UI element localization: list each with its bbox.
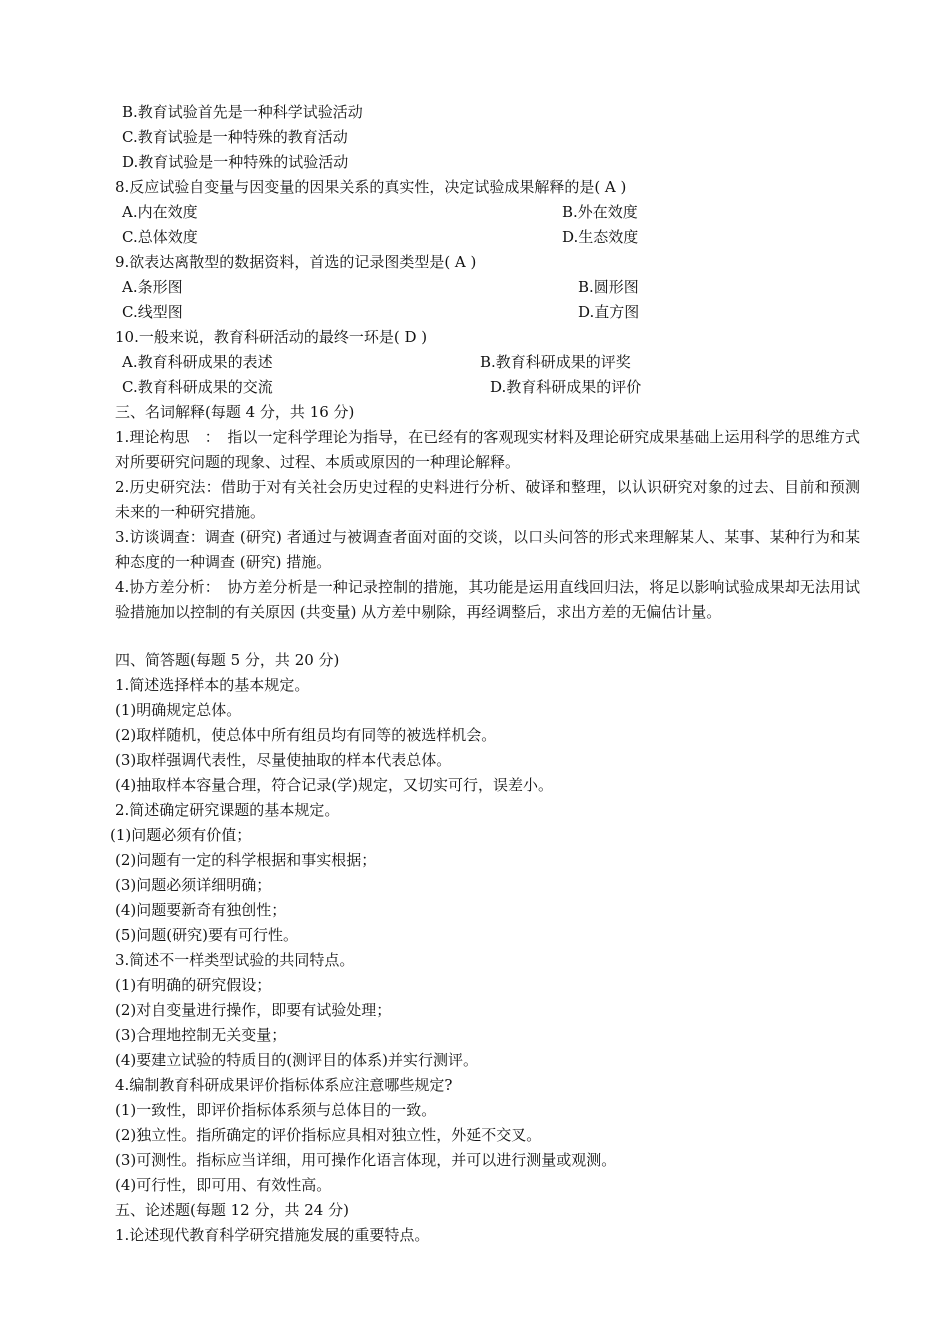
q8-option-d: D.生态效度 xyxy=(562,228,639,246)
term-definition-2: 2.历史研究法：借助于对有关社会历史过程的史料进行分析、破译和整理，以认识研究对象的过去、目前和预测未来的一种研究措施。 xyxy=(115,478,860,521)
q10-option-a: A.教育科研成果的表述 xyxy=(122,353,273,371)
sec4-q4-point-1: (1)一致性，即评价指标体系须与总体目的一致。 xyxy=(115,1101,437,1119)
q7-option-d: D.教育试验是一种特殊的试验活动 xyxy=(122,153,349,171)
q9-option-b: B.圆形图 xyxy=(578,278,639,296)
sec4-q1-title: 1.简述选择样本的基本规定。 xyxy=(115,676,310,694)
q8-option-a: A.内在效度 xyxy=(122,203,198,221)
sec4-q3-point-3: (3)合理地控制无关变量； xyxy=(115,1026,287,1044)
q10-option-c: C.教育科研成果的交流 xyxy=(122,378,273,396)
term-definition-1: 1.理论构思 ： 指以一定科学理论为指导，在已经有的客观现实材料及理论研究成果基础上运用科学的思维方式对所要研究问题的现象、过程、本质或原因的一种理论解释。 xyxy=(115,428,860,471)
sec4-q2-point-1: (1)问题必须有价值； xyxy=(110,826,252,844)
q9-stem: 9.欲表达离散型的数据资料，首选的记录图类型是( A ) xyxy=(115,253,477,271)
sec4-q4-point-4: (4)可行性，即可用、有效性高。 xyxy=(115,1176,332,1194)
sec4-q4-point-2: (2)独立性。指所确定的评价指标应具相对独立性，外延不交叉。 xyxy=(115,1126,542,1144)
sec4-q3-title: 3.简述不一样类型试验的共同特点。 xyxy=(115,951,355,969)
sec4-q4-point-3: (3)可测性。指标应当详细，用可操作化语言体现，并可以进行测量或观测。 xyxy=(115,1151,617,1169)
q10-stem: 10.一般来说，教育科研活动的最终一环是( D ) xyxy=(115,328,428,346)
q10-option-d: D.教育科研成果的评价 xyxy=(490,378,642,396)
sec4-q2-point-4: (4)问题要新奇有独创性； xyxy=(115,901,287,919)
sec4-q4-title: 4.编制教育科研成果评价指标体系应注意哪些规定? xyxy=(115,1076,453,1094)
term-definition-4: 4.协方差分析： 协方差分析是一种记录控制的措施，其功能是运用直线回归法，将足以影响试验成果却无法用试验措施加以控制的有关原因 (共变量) 从方差中剔除，再经调整后，求出方差的无偏估计量。 xyxy=(115,578,860,621)
sec5-q1-title: 1.论述现代教育科学研究措施发展的重要特点。 xyxy=(115,1226,430,1244)
sec4-q2-point-3: (3)问题必须详细明确； xyxy=(115,876,272,894)
q8-option-c: C.总体效度 xyxy=(122,228,198,246)
section-3-heading: 三、名词解释(每题 4 分，共 16 分) xyxy=(115,403,355,421)
sec4-q1-point-4: (4)抽取样本容量合理，符合记录(学)规定，又切实可行，误差小。 xyxy=(115,776,553,794)
q7-option-b: B.教育试验首先是一种科学试验活动 xyxy=(122,103,363,121)
sec4-q1-point-2: (2)取样随机，使总体中所有组员均有同等的被选样机会。 xyxy=(115,726,497,744)
q9-option-a: A.条形图 xyxy=(122,278,183,296)
q9-option-d: D.直方图 xyxy=(578,303,640,321)
sec4-q3-point-4: (4)要建立试验的特质目的(测评目的体系)并实行测评。 xyxy=(115,1051,478,1069)
sec4-q3-point-1: (1)有明确的研究假设； xyxy=(115,976,272,994)
sec4-q2-point-2: (2)问题有一定的科学根据和事实根据； xyxy=(115,851,377,869)
sec4-q1-point-3: (3)取样强调代表性，尽量使抽取的样本代表总体。 xyxy=(115,751,452,769)
section-5-heading: 五、论述题(每题 12 分，共 24 分) xyxy=(115,1201,349,1219)
section-4-heading: 四、简答题(每题 5 分，共 20 分) xyxy=(115,651,340,669)
q7-option-c: C.教育试验是一种特殊的教育活动 xyxy=(122,128,348,146)
q8-option-b: B.外在效度 xyxy=(562,203,638,221)
sec4-q2-point-5: (5)问题(研究)要有可行性。 xyxy=(115,926,298,944)
q10-option-b: B.教育科研成果的评奖 xyxy=(480,353,631,371)
sec4-q3-point-2: (2)对自变量进行操作，即要有试验处理； xyxy=(115,1001,392,1019)
sec4-q1-point-1: (1)明确规定总体。 xyxy=(115,701,242,719)
q8-stem: 8.反应试验自变量与因变量的因果关系的真实性，决定试验成果解释的是( A ) xyxy=(115,178,627,196)
sec4-q2-title: 2.简述确定研究课题的基本规定。 xyxy=(115,801,340,819)
q9-option-c: C.线型图 xyxy=(122,303,183,321)
term-definition-3: 3.访谈调查：调查 (研究) 者通过与被调查者面对面的交谈，以口头问答的形式来理解某人、某事、某种行为和某种态度的一种调查 (研究) 措施。 xyxy=(115,528,860,571)
